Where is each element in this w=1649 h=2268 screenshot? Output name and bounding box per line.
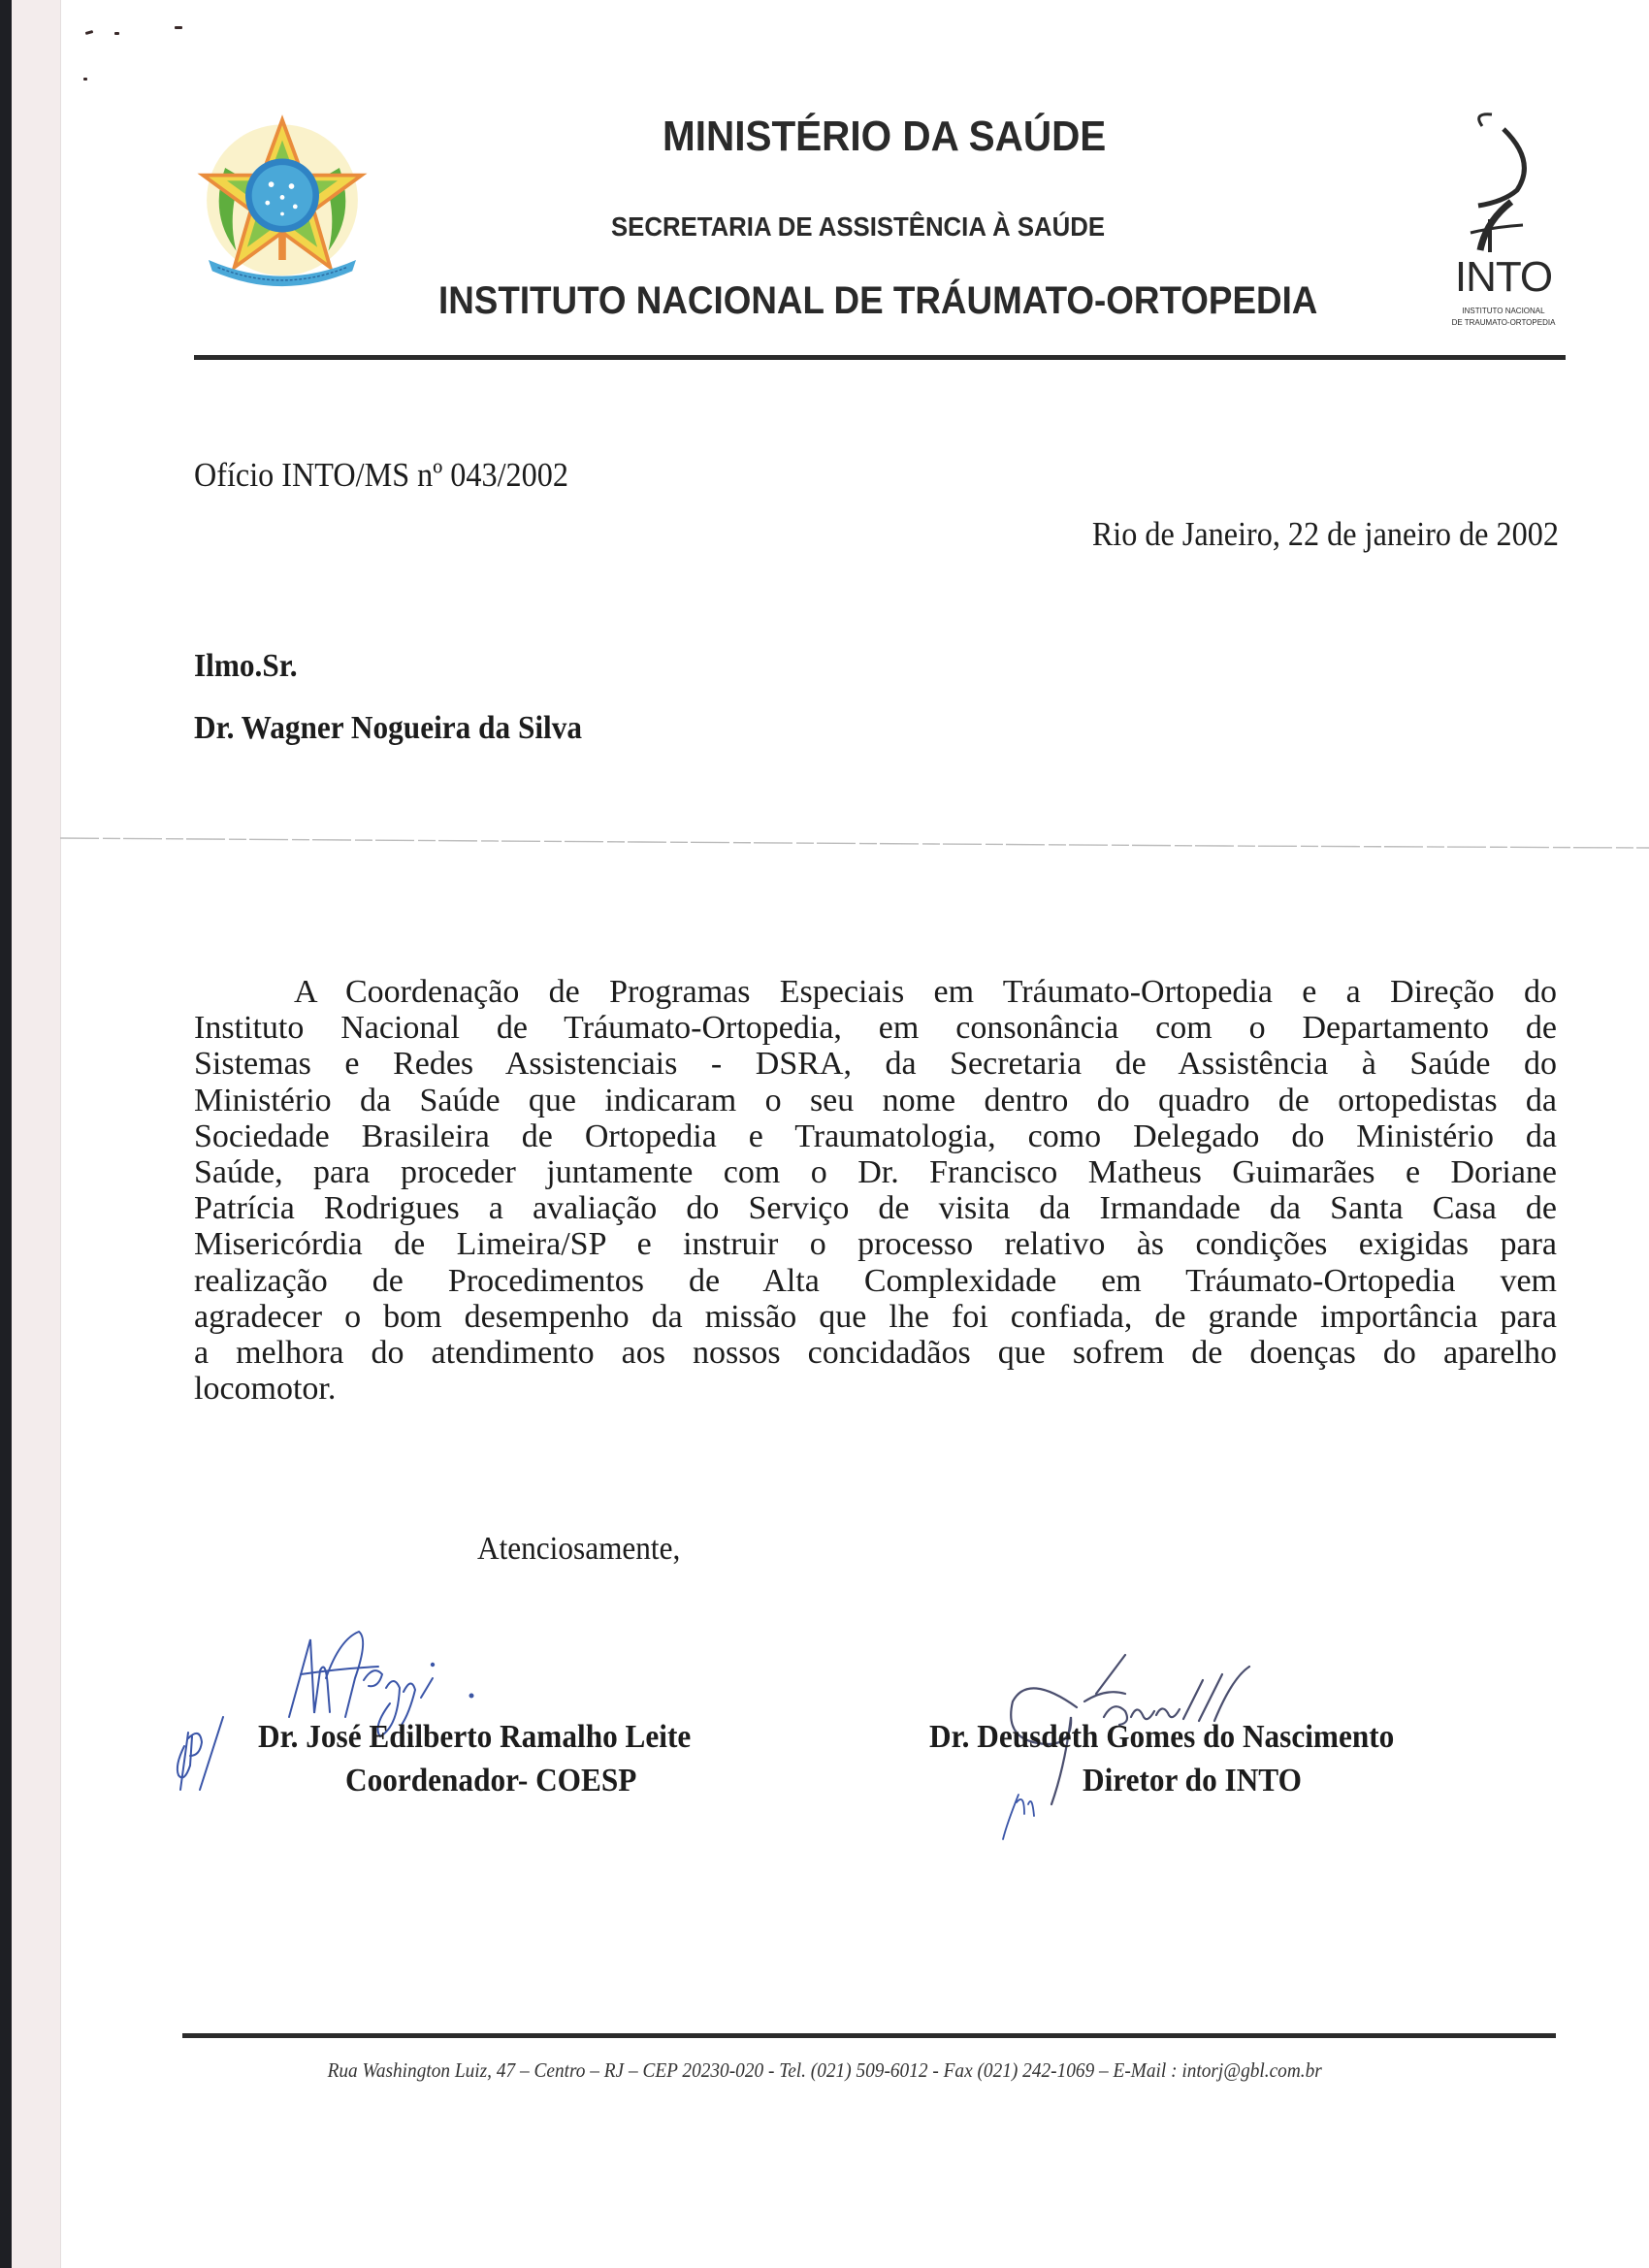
- signatory-title: Diretor do INTO: [1083, 1763, 1302, 1798]
- signatory-title: Coordenador- COESP: [345, 1763, 637, 1798]
- into-logo-subtitle-1: INSTITUTO NACIONAL: [1462, 307, 1545, 315]
- scan-speck: [85, 30, 94, 35]
- salutation: Ilmo.Sr.: [194, 648, 298, 684]
- body-line: Ministério da Saúde que indicaram o seu nome dentro do quadro de ortopedistas da: [194, 1082, 1557, 1118]
- body-line: locomotor.: [194, 1371, 337, 1408]
- body-line: Patrícia Rodrigues a avaliação do Serviço de visita da Irmandade da Santa Casa de: [194, 1190, 1557, 1227]
- scan-speck: [83, 78, 87, 81]
- recipient-name: Dr. Wagner Nogueira da Silva: [194, 710, 583, 746]
- body-line: Sociedade Brasileira de Ortopedia e Traumatologia, como Delegado do Ministério da: [194, 1118, 1557, 1154]
- body-line: A Coordenação de Programas Especiais em Tráumato-Ortopedia e a Direção do: [294, 974, 1557, 1010]
- letter-reference: Ofício INTO/MS nº 043/2002: [194, 456, 568, 494]
- into-logo-icon: [1436, 105, 1571, 260]
- coat-of-arms-icon: [190, 113, 374, 297]
- body-line: Sistemas e Redes Assistenciais - DSRA, da Secretaria de Assistência à Saúde do: [194, 1046, 1557, 1083]
- into-logo-acronym: INTO: [1454, 253, 1553, 301]
- body-line: agradecer o bom desempenho da missão que lhe foi confiada, de grande importância para: [194, 1298, 1557, 1335]
- footer-address-text: Rua Washington Luiz, 47 – Centro – RJ – CEP 20230-020 - Tel. (021) 509-6012 - Fax (021) 242-1069 – E-Mail : intorj@gbl.com.br: [327, 2058, 1322, 2082]
- letter-body: [194, 974, 1557, 1407]
- signatory-name: Dr. Deusdeth Gomes do Nascimento: [929, 1719, 1395, 1755]
- body-line: Saúde, para proceder juntamente com o Dr. Francisco Matheus Guimarães e Doriane: [194, 1153, 1557, 1190]
- ministry-heading: MINISTÉRIO DA SAÚDE: [663, 113, 1107, 160]
- body-line: Misericórdia de Limeira/SP e instruir o processo relativo às condições exigidas para: [194, 1226, 1557, 1263]
- paper-fold-crease: [60, 834, 1649, 850]
- into-logo-subtitle-2: DE TRAUMATO-ORTOPEDIA: [1451, 318, 1556, 327]
- closing: Atenciosamente,: [477, 1531, 681, 1567]
- place-date: Rio de Janeiro, 22 de janeiro de 2002: [1091, 515, 1559, 553]
- scan-edge-margin: [12, 0, 61, 2268]
- body-line: a melhora do atendimento aos nossos concidadãos que sofrem de doenças do aparelho: [194, 1334, 1557, 1371]
- body-line: Instituto Nacional de Tráumato-Ortopedia, em consonância com o Departamento de: [194, 1010, 1557, 1047]
- scan-edge-shadow: [0, 0, 12, 2268]
- secretariat-heading: SECRETARIA DE ASSISTÊNCIA À SAÚDE: [611, 211, 1106, 242]
- signatory-name: Dr. José Edilberto Ramalho Leite: [258, 1719, 692, 1755]
- header-rule: [194, 355, 1566, 360]
- footer-rule: [182, 2033, 1556, 2038]
- body-line: realização de Procedimentos de Alta Complexidade em Tráumato-Ortopedia vem: [194, 1262, 1557, 1299]
- scan-speck: [114, 32, 119, 35]
- footer-address: [0, 2058, 1649, 2083]
- institute-heading: INSTITUTO NACIONAL DE TRÁUMATO-ORTOPEDIA: [438, 279, 1318, 322]
- scan-speck: [175, 26, 182, 29]
